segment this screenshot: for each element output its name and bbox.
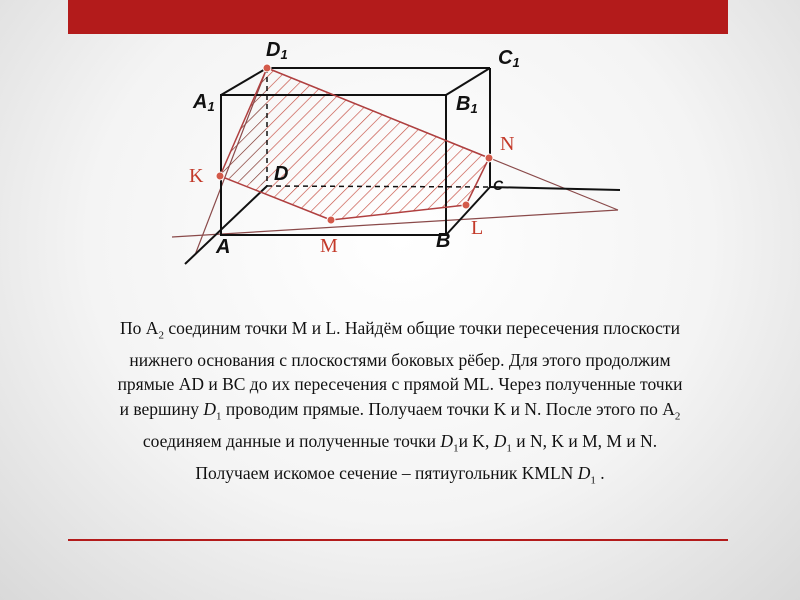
- text-line-2: нижнего основания с плоскостями боковых рёбер. Для этого продолжим: [129, 349, 671, 370]
- label-N: N: [500, 133, 515, 155]
- label-D: D: [274, 163, 289, 185]
- text-line-1: По $A_2$ соединим точки M и L. Найдём общие точки пересечения плоскости: [120, 318, 680, 342]
- line-BC-extended: [490, 187, 620, 190]
- text-line-4: и вершину $D_1$ проводим прямые. Получаем точки K и N. После этого по $A_2$: [119, 398, 681, 423]
- point-N: [485, 154, 493, 162]
- label-C: C: [493, 177, 504, 193]
- text-line-6: Получаем искомое сечение – пятиугольник KMLN $D_1$ .: [195, 462, 605, 487]
- edge-B1-C1: [446, 68, 490, 95]
- label-K: K: [189, 165, 204, 187]
- text-line-5: соединяем данные и полученные точки $D_1и$ K, $D_1$ и N, K и M, M и N.: [142, 430, 658, 455]
- label-B: B: [436, 230, 451, 252]
- point-K: [216, 172, 224, 180]
- text-line-3: прямые AD и BC до их пересечения с прямой ML. Через полученные точки: [117, 374, 683, 395]
- label-L: L: [471, 217, 484, 239]
- explanation-text: [30, 316, 770, 492]
- label-C1: C1: [498, 47, 520, 70]
- label-D1: D1: [266, 39, 288, 62]
- point-L: [462, 201, 470, 209]
- label-A: A: [216, 236, 231, 258]
- bottom-divider: [68, 539, 728, 541]
- label-B1: B1: [456, 93, 478, 116]
- label-M: M: [320, 235, 338, 257]
- point-D1: [263, 64, 271, 72]
- label-A1: A1: [193, 91, 215, 114]
- point-M: [327, 216, 335, 224]
